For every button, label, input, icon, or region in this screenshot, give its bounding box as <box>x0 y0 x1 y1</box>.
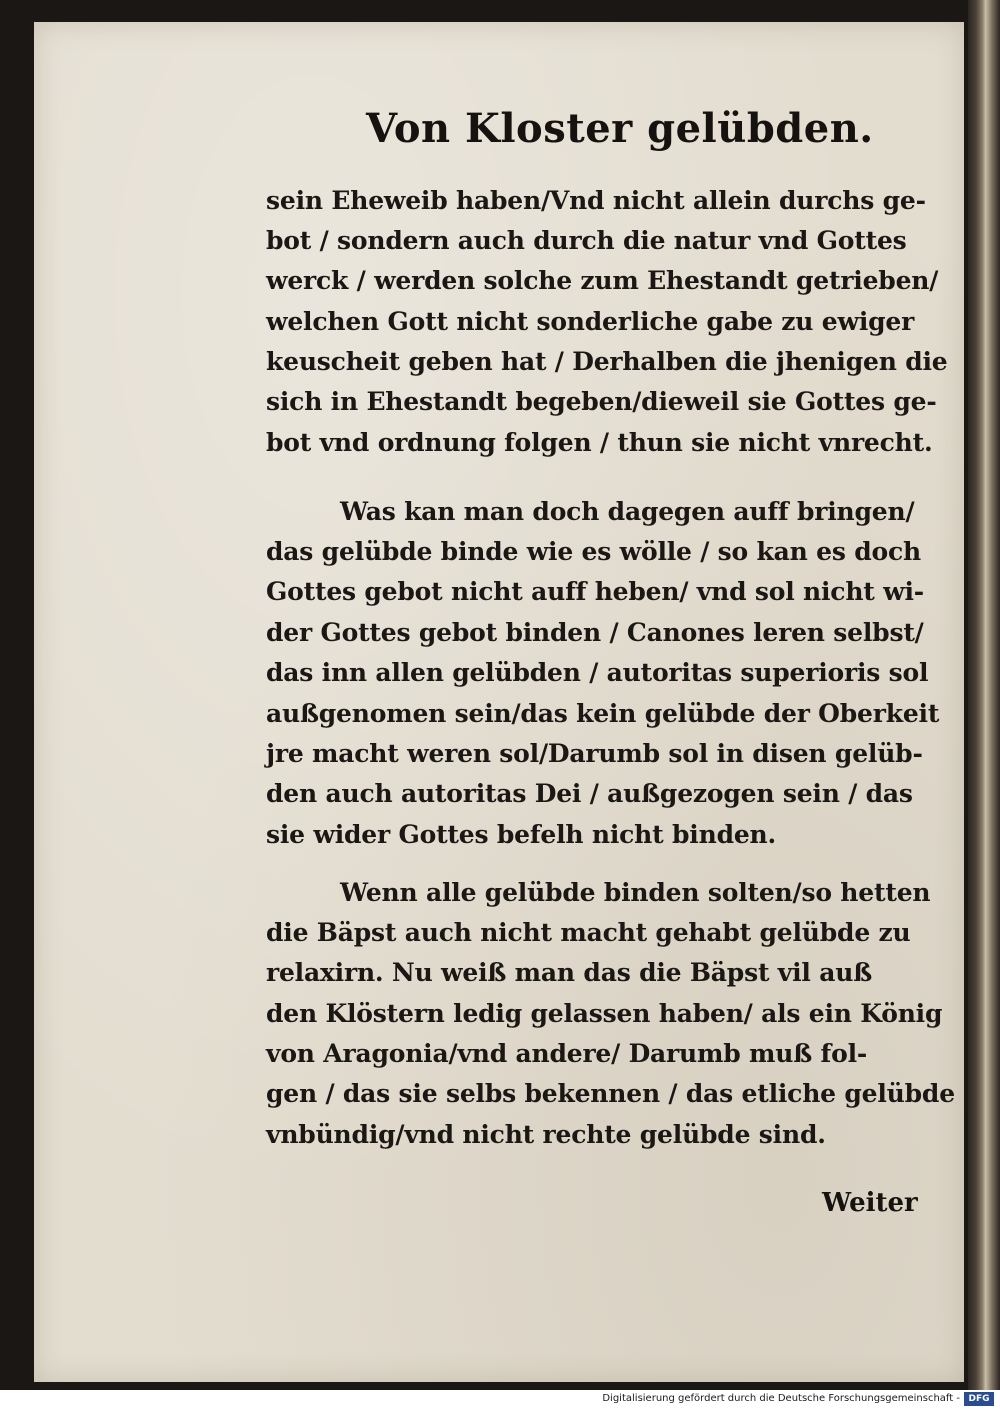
funding-credit: Digitalisierung gefördert durch die Deutsche Forschungsgemeinschaft - <box>602 1393 960 1404</box>
text-line: welchen Gott nicht sonderliche gabe zu ewiger <box>266 307 915 336</box>
catchword: Weiter <box>822 1188 918 1218</box>
text-line: bot vnd ordnung folgen / thun sie nicht vnrecht. <box>266 428 933 457</box>
text-line: den auch autoritas Dei / außgezogen sein / das <box>266 779 913 808</box>
book-page <box>34 22 964 1382</box>
footer <box>0 1390 1000 1410</box>
book-edge <box>968 0 1000 1390</box>
text-line: gen / das sie selbs bekennen / das etliche gelübde <box>266 1079 955 1108</box>
dfg-logo-icon: DFG <box>964 1392 994 1406</box>
text-line: keuscheit geben hat / Derhalben die jhenigen die <box>266 347 948 376</box>
text-line: relaxirn. Nu weiß man das die Bäpst vil auß <box>266 958 872 987</box>
text-line: der Gottes gebot binden / Canones leren selbst/ <box>266 618 924 647</box>
text-line: Was kan man doch dagegen auff bringen/ <box>340 497 915 526</box>
text-line: Gottes gebot nicht auff heben/ vnd sol nicht wi- <box>266 577 924 606</box>
text-line: das gelübde binde wie es wölle / so kan es doch <box>266 537 921 566</box>
text-line: die Bäpst auch nicht macht gehabt gelübde zu <box>266 918 911 947</box>
text-line: außgenomen sein/das kein gelübde der Oberkeit <box>266 699 940 728</box>
text-line: sich in Ehestandt begeben/dieweil sie Gottes ge- <box>266 387 937 416</box>
text-line: das inn allen gelübden / autoritas superioris sol <box>266 658 929 687</box>
text-line: von Aragonia/vnd andere/ Darumb muß fol- <box>266 1039 868 1068</box>
text-line: jre macht weren sol/Darumb sol in disen gelüb- <box>266 739 923 768</box>
text-line: den Klöstern ledig gelassen haben/ als ein König <box>266 999 943 1028</box>
text-line: sein Eheweib haben/Vnd nicht allein durchs ge- <box>266 186 926 215</box>
text-line: Wenn alle gelübde binden solten/so hetten <box>340 878 931 907</box>
text-line: werck / werden solche zum Ehestandt getrieben/ <box>266 266 939 295</box>
text-line: sie wider Gottes befelh nicht binden. <box>266 820 777 849</box>
text-line: vnbündig/vnd nicht rechte gelübde sind. <box>266 1120 826 1149</box>
text-line: bot / sondern auch durch die natur vnd Gottes <box>266 226 907 255</box>
running-head: Von Kloster gelübden. <box>366 105 874 152</box>
